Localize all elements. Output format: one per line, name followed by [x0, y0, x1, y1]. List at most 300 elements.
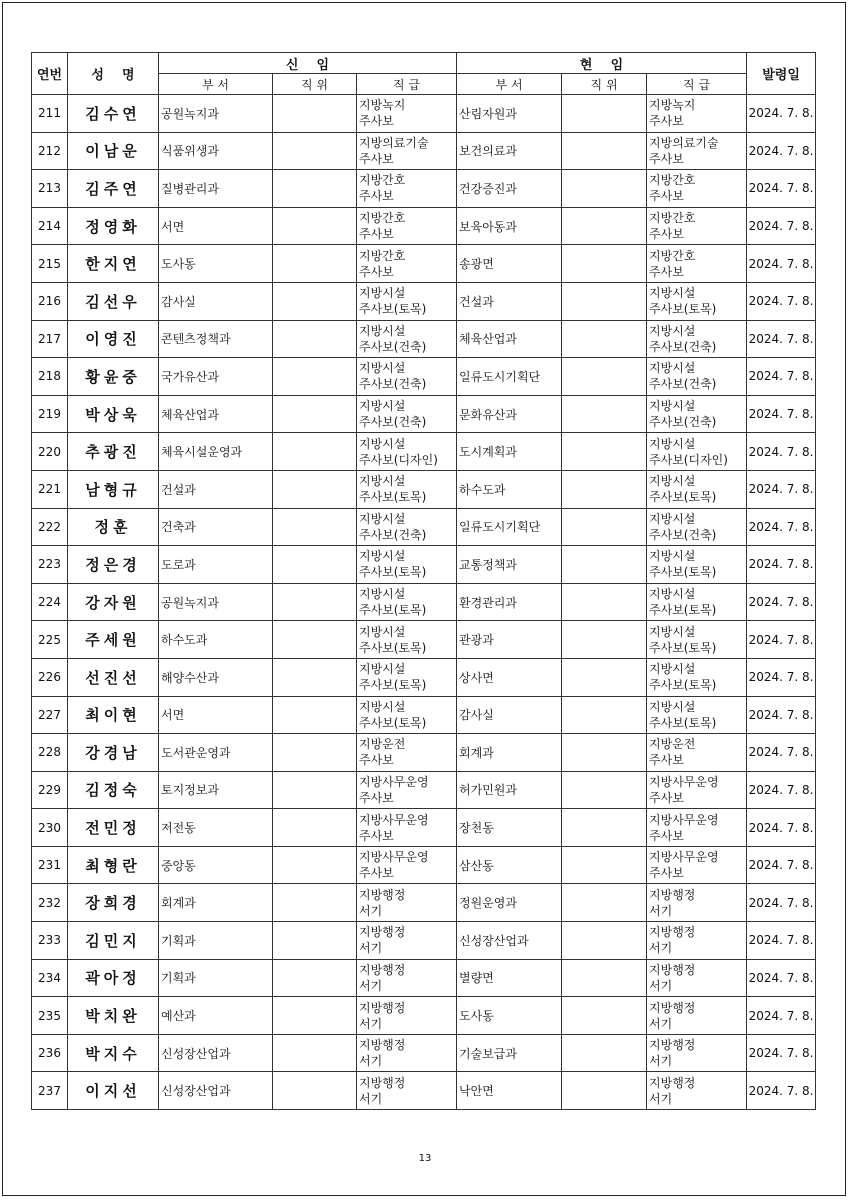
current-grade-line: 주사보: [649, 114, 684, 129]
current-position: [562, 734, 647, 772]
row-number: 217: [32, 320, 68, 358]
new-grade-line: 지방의료기술: [359, 135, 429, 150]
current-grade-line: 서기: [649, 1091, 673, 1106]
current-grade-line: 주사보(건축): [649, 339, 717, 354]
new-dept: 식품위생과: [159, 132, 273, 170]
new-grade-line: 서기: [359, 1091, 383, 1106]
current-grade-line: 주사보: [649, 227, 684, 242]
new-position: [273, 583, 357, 621]
person-name: 이지선: [68, 1072, 159, 1110]
new-grade-line: 지방시설: [359, 662, 406, 677]
table-row: [32, 433, 816, 471]
current-grade: [647, 734, 747, 772]
current-grade-line: 지방녹지: [649, 98, 696, 113]
new-grade-line: 주사보: [359, 227, 394, 242]
current-dept: 상사면: [457, 658, 562, 696]
row-number: 212: [32, 132, 68, 170]
appointment-date: 2024. 7. 8.: [747, 282, 816, 320]
person-name: 정은경: [68, 546, 159, 584]
appointment-date: 2024. 7. 8.: [747, 997, 816, 1035]
new-grade-line: 주사보(토목): [359, 565, 427, 580]
new-grade-line: 지방사무운영: [359, 774, 429, 789]
current-grade: [647, 546, 747, 584]
appointment-date: 2024. 7. 8.: [747, 884, 816, 922]
new-grade-line: 지방녹지: [359, 98, 406, 113]
new-grade-line: 지방행정: [359, 1038, 406, 1053]
current-grade-line: 주사보(토목): [649, 678, 717, 693]
new-position: [273, 508, 357, 546]
current-position: [562, 922, 647, 960]
table-row: [32, 282, 816, 320]
new-grade: [357, 95, 457, 133]
appointment-date: 2024. 7. 8.: [747, 658, 816, 696]
current-grade: [647, 583, 747, 621]
new-grade: [357, 922, 457, 960]
header-cur-dept: 부 서: [457, 74, 562, 95]
current-position: [562, 170, 647, 208]
new-grade: [357, 282, 457, 320]
new-grade-line: 지방시설: [359, 474, 406, 489]
current-grade-line: 지방시설: [649, 549, 696, 564]
new-dept: 체육시설운영과: [159, 433, 273, 471]
row-number: 211: [32, 95, 68, 133]
current-grade-line: 주사보(토목): [649, 603, 717, 618]
current-grade-line: 지방시설: [649, 361, 696, 376]
appointment-date: 2024. 7. 8.: [747, 1034, 816, 1072]
row-number: 215: [32, 245, 68, 283]
new-grade-line: 지방행정: [359, 1000, 406, 1015]
new-position: [273, 245, 357, 283]
new-grade-line: 지방시설: [359, 286, 406, 301]
current-grade-line: 주사보: [649, 151, 684, 166]
appointment-date: 2024. 7. 8.: [747, 546, 816, 584]
table-row: [32, 546, 816, 584]
new-position: [273, 658, 357, 696]
header-new-position: 직 위: [273, 74, 357, 95]
new-grade: [357, 170, 457, 208]
new-grade-line: 지방간호: [359, 248, 406, 263]
new-dept: 기획과: [159, 959, 273, 997]
current-grade-line: 지방시설: [649, 474, 696, 489]
current-grade-line: 지방시설: [649, 587, 696, 602]
header-new-dept: 부 서: [159, 74, 273, 95]
new-position: [273, 433, 357, 471]
new-dept: 하수도과: [159, 621, 273, 659]
row-number: 226: [32, 658, 68, 696]
current-grade-line: 주사보(토목): [649, 490, 717, 505]
new-grade-line: 지방사무운영: [359, 850, 429, 865]
new-dept: 저전동: [159, 809, 273, 847]
row-number: 230: [32, 809, 68, 847]
appointment-date: 2024. 7. 8.: [747, 959, 816, 997]
new-dept: 공원녹지과: [159, 583, 273, 621]
current-grade-line: 지방사무운영: [649, 850, 719, 865]
current-grade-line: 지방시설: [649, 699, 696, 714]
current-position: [562, 508, 647, 546]
person-name: 장희경: [68, 884, 159, 922]
appointment-table: [31, 52, 816, 1110]
new-grade: [357, 621, 457, 659]
current-grade-line: 지방행정: [649, 1000, 696, 1015]
current-dept: 별량면: [457, 959, 562, 997]
new-grade-line: 지방행정: [359, 887, 406, 902]
new-grade: [357, 470, 457, 508]
current-dept: 허가민원과: [457, 771, 562, 809]
current-position: [562, 621, 647, 659]
new-grade-line: 주사보(건축): [359, 377, 427, 392]
person-name: 김민지: [68, 922, 159, 960]
new-grade-line: 지방행정: [359, 962, 406, 977]
new-grade-line: 주사보: [359, 828, 394, 843]
table-row: [32, 583, 816, 621]
row-number: 221: [32, 470, 68, 508]
person-name: 박상욱: [68, 395, 159, 433]
row-number: 223: [32, 546, 68, 584]
new-grade-line: 주사보(토목): [359, 302, 427, 317]
new-grade-line: 서기: [359, 941, 383, 956]
current-grade-line: 주사보: [649, 790, 684, 805]
person-name: 곽아정: [68, 959, 159, 997]
new-grade: [357, 696, 457, 734]
new-grade-line: 주사보(토목): [359, 490, 427, 505]
current-dept: 산림자원과: [457, 95, 562, 133]
current-grade-line: 지방행정: [649, 962, 696, 977]
row-number: 228: [32, 734, 68, 772]
new-grade-line: 주사보(토목): [359, 678, 427, 693]
row-number: 236: [32, 1034, 68, 1072]
row-number: 219: [32, 395, 68, 433]
current-dept: 정원운영과: [457, 884, 562, 922]
new-grade-line: 지방시설: [359, 511, 406, 526]
new-dept: 감사실: [159, 282, 273, 320]
new-dept: 예산과: [159, 997, 273, 1035]
new-grade: [357, 809, 457, 847]
new-grade-line: 지방시설: [359, 399, 406, 414]
table-row: [32, 1034, 816, 1072]
new-dept: 기획과: [159, 922, 273, 960]
current-dept: 기술보급과: [457, 1034, 562, 1072]
current-position: [562, 470, 647, 508]
current-dept: 일류도시기획단: [457, 508, 562, 546]
current-dept: 송광면: [457, 245, 562, 283]
new-grade: [357, 997, 457, 1035]
new-position: [273, 546, 357, 584]
new-grade-line: 지방시설: [359, 361, 406, 376]
current-dept: 낙안면: [457, 1072, 562, 1110]
current-grade-line: 주사보(토목): [649, 715, 717, 730]
current-grade: [647, 771, 747, 809]
current-grade-line: 지방사무운영: [649, 812, 719, 827]
current-position: [562, 809, 647, 847]
new-position: [273, 320, 357, 358]
row-number: 224: [32, 583, 68, 621]
new-grade: [357, 771, 457, 809]
current-dept: 관광과: [457, 621, 562, 659]
new-grade: [357, 546, 457, 584]
person-name: 김주연: [68, 170, 159, 208]
current-grade-line: 지방시설: [649, 662, 696, 677]
header-cur-grade: 직 급: [647, 74, 747, 95]
table-row: [32, 95, 816, 133]
current-grade-line: 지방의료기술: [649, 135, 719, 150]
current-grade-line: 주사보: [649, 753, 684, 768]
new-dept: 체육산업과: [159, 395, 273, 433]
row-number: 213: [32, 170, 68, 208]
new-grade-line: 지방시설: [359, 436, 406, 451]
row-number: 235: [32, 997, 68, 1035]
appointment-date: 2024. 7. 8.: [747, 207, 816, 245]
person-name: 박치완: [68, 997, 159, 1035]
new-grade: [357, 884, 457, 922]
current-grade-line: 서기: [649, 941, 673, 956]
new-position: [273, 1034, 357, 1072]
current-dept: 장천동: [457, 809, 562, 847]
person-name: 김정숙: [68, 771, 159, 809]
new-grade-line: 주사보(건축): [359, 339, 427, 354]
new-grade-line: 주사보(토목): [359, 640, 427, 655]
new-grade-line: 지방시설: [359, 549, 406, 564]
current-grade: [647, 245, 747, 283]
new-grade-line: 지방시설: [359, 699, 406, 714]
new-dept: 건설과: [159, 470, 273, 508]
appointment-date: 2024. 7. 8.: [747, 621, 816, 659]
current-grade-line: 주사보(토목): [649, 565, 717, 580]
current-grade: [647, 846, 747, 884]
table-row: [32, 658, 816, 696]
header-current-group: 현 임: [457, 53, 747, 74]
new-dept: 신성장산업과: [159, 1034, 273, 1072]
row-number: 227: [32, 696, 68, 734]
row-number: 218: [32, 358, 68, 396]
header-date: 발령일: [747, 53, 816, 95]
new-position: [273, 884, 357, 922]
current-grade-line: 주사보: [649, 264, 684, 279]
current-position: [562, 95, 647, 133]
current-position: [562, 433, 647, 471]
table-row: [32, 809, 816, 847]
table-row: [32, 470, 816, 508]
appointment-date: 2024. 7. 8.: [747, 433, 816, 471]
current-grade-line: 지방행정: [649, 1038, 696, 1053]
new-position: [273, 282, 357, 320]
new-grade: [357, 658, 457, 696]
header-name: 성 명: [68, 53, 159, 95]
current-dept: 환경관리과: [457, 583, 562, 621]
current-dept: 체육산업과: [457, 320, 562, 358]
new-grade-line: 주사보(건축): [359, 527, 427, 542]
current-position: [562, 696, 647, 734]
row-number: 225: [32, 621, 68, 659]
row-number: 232: [32, 884, 68, 922]
page-number: 13: [418, 1153, 432, 1164]
person-name: 이영진: [68, 320, 159, 358]
appointment-date: 2024. 7. 8.: [747, 1072, 816, 1110]
current-position: [562, 583, 647, 621]
new-grade-line: 지방행정: [359, 1075, 406, 1090]
person-name: 선진선: [68, 658, 159, 696]
row-number: 216: [32, 282, 68, 320]
current-grade-line: 지방시설: [649, 399, 696, 414]
appointment-date: 2024. 7. 8.: [747, 320, 816, 358]
new-position: [273, 922, 357, 960]
current-dept: 신성장산업과: [457, 922, 562, 960]
new-position: [273, 207, 357, 245]
person-name: 황윤중: [68, 358, 159, 396]
new-grade-line: 주사보: [359, 189, 394, 204]
current-position: [562, 245, 647, 283]
new-grade-line: 지방간호: [359, 173, 406, 188]
new-position: [273, 771, 357, 809]
new-grade: [357, 245, 457, 283]
person-name: 김선우: [68, 282, 159, 320]
new-dept: 건축과: [159, 508, 273, 546]
header-new-group: 신 임: [159, 53, 457, 74]
current-grade-line: 지방행정: [649, 925, 696, 940]
table-row: [32, 771, 816, 809]
current-grade-line: 주사보(토목): [649, 640, 717, 655]
appointment-date: 2024. 7. 8.: [747, 132, 816, 170]
current-grade-line: 지방시설: [649, 286, 696, 301]
table-row: [32, 395, 816, 433]
new-position: [273, 621, 357, 659]
current-dept: 교통정책과: [457, 546, 562, 584]
appointment-date: 2024. 7. 8.: [747, 922, 816, 960]
current-dept: 삼산동: [457, 846, 562, 884]
current-dept: 건강증진과: [457, 170, 562, 208]
new-grade: [357, 583, 457, 621]
person-name: 이남운: [68, 132, 159, 170]
new-dept: 해양수산과: [159, 658, 273, 696]
current-grade: [647, 658, 747, 696]
table-row: [32, 997, 816, 1035]
new-grade-line: 지방시설: [359, 323, 406, 338]
current-position: [562, 1034, 647, 1072]
current-grade-line: 지방운전: [649, 737, 696, 752]
new-dept: 중앙동: [159, 846, 273, 884]
appointment-date: 2024. 7. 8.: [747, 395, 816, 433]
current-grade: [647, 884, 747, 922]
current-grade-line: 서기: [649, 978, 673, 993]
new-position: [273, 170, 357, 208]
new-grade: [357, 320, 457, 358]
new-dept: 서면: [159, 696, 273, 734]
new-dept: 공원녹지과: [159, 95, 273, 133]
new-grade: [357, 433, 457, 471]
new-grade-line: 지방운전: [359, 737, 406, 752]
table-row: [32, 245, 816, 283]
current-grade-line: 지방시설: [649, 436, 696, 451]
appointment-date: 2024. 7. 8.: [747, 583, 816, 621]
current-position: [562, 320, 647, 358]
new-grade-line: 주사보(토목): [359, 715, 427, 730]
new-grade-line: 주사보: [359, 264, 394, 279]
table-row: [32, 696, 816, 734]
new-grade: [357, 846, 457, 884]
person-name: 강자원: [68, 583, 159, 621]
current-dept: 건설과: [457, 282, 562, 320]
current-position: [562, 959, 647, 997]
person-name: 추광진: [68, 433, 159, 471]
row-number: 234: [32, 959, 68, 997]
table-row: [32, 207, 816, 245]
current-position: [562, 395, 647, 433]
current-grade-line: 지방시설: [649, 624, 696, 639]
new-dept: 회계과: [159, 884, 273, 922]
header-new-grade: 직 급: [357, 74, 457, 95]
new-dept: 서면: [159, 207, 273, 245]
current-grade-line: 지방행정: [649, 1075, 696, 1090]
current-grade: [647, 621, 747, 659]
new-position: [273, 132, 357, 170]
person-name: 정훈: [68, 508, 159, 546]
new-grade-line: 서기: [359, 1054, 383, 1069]
current-grade-line: 주사보(건축): [649, 415, 717, 430]
current-grade: [647, 358, 747, 396]
current-grade: [647, 997, 747, 1035]
person-name: 최이현: [68, 696, 159, 734]
current-dept: 문화유산과: [457, 395, 562, 433]
new-position: [273, 395, 357, 433]
current-grade-line: 주사보: [649, 866, 684, 881]
new-position: [273, 997, 357, 1035]
current-grade: [647, 395, 747, 433]
new-position: [273, 959, 357, 997]
table-row: [32, 132, 816, 170]
new-position: [273, 358, 357, 396]
person-name: 주세원: [68, 621, 159, 659]
current-dept: 일류도시기획단: [457, 358, 562, 396]
new-position: [273, 1072, 357, 1110]
new-dept: 도로과: [159, 546, 273, 584]
current-grade-line: 주사보: [649, 828, 684, 843]
current-grade: [647, 1072, 747, 1110]
new-grade-line: 지방행정: [359, 925, 406, 940]
new-grade-line: 주사보(디자인): [359, 452, 438, 467]
current-dept: 회계과: [457, 734, 562, 772]
current-grade: [647, 207, 747, 245]
current-grade: [647, 95, 747, 133]
current-grade: [647, 809, 747, 847]
row-number: 220: [32, 433, 68, 471]
new-position: [273, 809, 357, 847]
current-grade-line: 지방시설: [649, 323, 696, 338]
current-grade: [647, 470, 747, 508]
table-row: [32, 170, 816, 208]
new-grade-line: 주사보: [359, 790, 394, 805]
current-grade-line: 주사보(토목): [649, 302, 717, 317]
appointment-date: 2024. 7. 8.: [747, 809, 816, 847]
header-no: 연번: [32, 53, 68, 95]
new-dept: 도사동: [159, 245, 273, 283]
new-grade: [357, 395, 457, 433]
table-row: [32, 734, 816, 772]
appointment-date: 2024. 7. 8.: [747, 734, 816, 772]
new-grade-line: 주사보: [359, 114, 394, 129]
appointment-date: 2024. 7. 8.: [747, 245, 816, 283]
current-position: [562, 658, 647, 696]
person-name: 남형규: [68, 470, 159, 508]
new-grade: [357, 959, 457, 997]
appointment-date: 2024. 7. 8.: [747, 95, 816, 133]
appointment-date: 2024. 7. 8.: [747, 170, 816, 208]
header-cur-position: 직 위: [562, 74, 647, 95]
table-row: [32, 959, 816, 997]
current-grade: [647, 320, 747, 358]
current-grade: [647, 508, 747, 546]
current-dept: 도시계획과: [457, 433, 562, 471]
new-dept: 도서관운영과: [159, 734, 273, 772]
appointment-date: 2024. 7. 8.: [747, 470, 816, 508]
